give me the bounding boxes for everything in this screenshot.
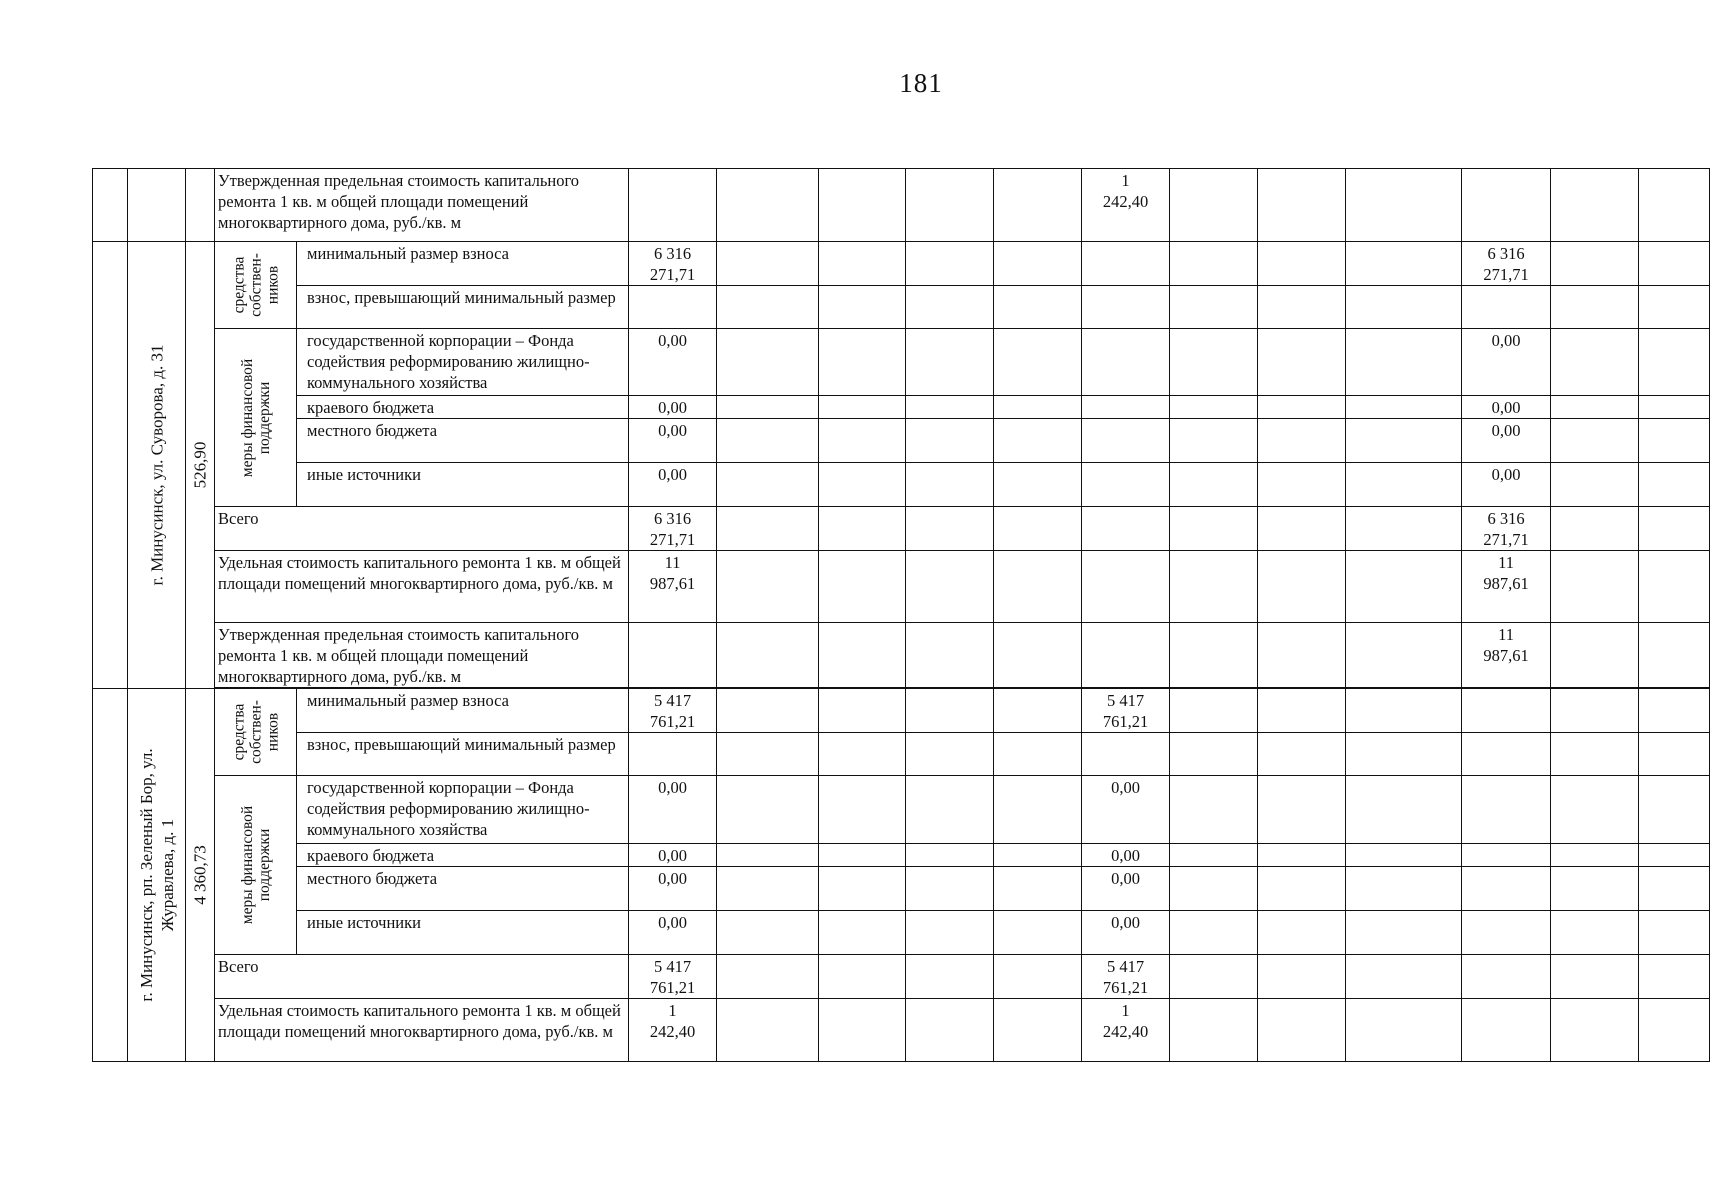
- owners-funds-group: средства собствен-ников: [215, 689, 297, 776]
- table-row: [93, 623, 1710, 688]
- table-row: [93, 169, 1710, 242]
- owners-funds-group: средства собствен-ников: [215, 242, 297, 329]
- cell-value: 5 417 761,21: [629, 689, 717, 733]
- min-fee-label: минимальный размер взноса: [297, 242, 629, 286]
- cell-value: 6 316 271,71: [629, 507, 717, 551]
- cell-value: 5 417 761,21: [1082, 689, 1170, 733]
- house-address: г. Минусинск, ул. Суворова, д. 31: [128, 242, 186, 689]
- cell-value: 0,00: [1462, 419, 1551, 463]
- cell-value: 0,00: [629, 329, 717, 396]
- table-row: [93, 551, 1710, 623]
- table-row: [93, 396, 1710, 419]
- table-row: [93, 733, 1710, 776]
- cell-value: 6 316 271,71: [1462, 242, 1551, 286]
- cell-value: 11 987,61: [1462, 551, 1551, 623]
- regional-label: краевого бюджета: [297, 844, 629, 867]
- cell-value: 0,00: [1082, 844, 1170, 867]
- fund-label: государственной корпорации – Фонда содействия реформированию жилищно-коммунального хозяйства: [297, 776, 629, 844]
- table-row: [93, 955, 1710, 999]
- house-address: г. Минусинск, рп. Зеленый Бор, ул. Журавлева, д. 1: [128, 689, 186, 1062]
- cell-value: 0,00: [629, 776, 717, 844]
- cell-value: 0,00: [629, 419, 717, 463]
- table-row: [93, 911, 1710, 955]
- total-label: Всего: [215, 507, 629, 551]
- table-row: [93, 419, 1710, 463]
- cell-value: 0,00: [629, 463, 717, 507]
- table-row: [93, 776, 1710, 844]
- table-row: [93, 867, 1710, 911]
- house-area: 526,90: [186, 242, 215, 689]
- unit-cost-label: Удельная стоимость капитального ремонта 1 кв. м общей площади помещений многоквартирного дома, руб./кв. м: [215, 551, 629, 623]
- cell-value: 1 242,40: [1082, 999, 1170, 1062]
- table-row: [93, 329, 1710, 396]
- cell-value: 5 417 761,21: [1082, 955, 1170, 999]
- cell-value: 0,00: [1462, 396, 1551, 419]
- cell-value: 6 316 271,71: [1462, 507, 1551, 551]
- over-min-fee-label: взнос, превышающий минимальный размер: [297, 286, 629, 329]
- other-label: иные источники: [297, 911, 629, 955]
- cell-value: 0,00: [1462, 329, 1551, 396]
- unit-cost-label: Удельная стоимость капитального ремонта 1 кв. м общей площади помещений многоквартирного дома, руб./кв. м: [215, 999, 629, 1062]
- table-row: [93, 507, 1710, 551]
- other-label: иные источники: [297, 463, 629, 507]
- financial-support-group: меры финансовой поддержки: [215, 329, 297, 507]
- cell-value: 0,00: [1082, 776, 1170, 844]
- cell-value: 0,00: [629, 844, 717, 867]
- cell-value: 6 316 271,71: [629, 242, 717, 286]
- table-row: [93, 286, 1710, 329]
- cell-value: 0,00: [629, 911, 717, 955]
- cell-value: 0,00: [629, 867, 717, 911]
- capital-repair-table: [92, 168, 1710, 1062]
- fund-label: государственной корпорации – Фонда содействия реформированию жилищно-коммунального хозяйства: [297, 329, 629, 396]
- total-label: Всего: [215, 955, 629, 999]
- regional-label: краевого бюджета: [297, 396, 629, 419]
- local-label: местного бюджета: [297, 867, 629, 911]
- cell-value: 0,00: [1462, 463, 1551, 507]
- local-label: местного бюджета: [297, 419, 629, 463]
- table-row: [93, 242, 1710, 286]
- cell-value: 5 417 761,21: [629, 955, 717, 999]
- approved-limit-label: Утвержденная предельная стоимость капитального ремонта 1 кв. м общей площади помещений многоквартирного дома, руб./кв. м: [215, 623, 629, 688]
- min-fee-label: минимальный размер взноса: [297, 689, 629, 733]
- table-row: [93, 463, 1710, 507]
- cell-value: 11 987,61: [629, 551, 717, 623]
- cell-value: 0,00: [629, 396, 717, 419]
- table-row: [93, 999, 1710, 1062]
- financial-support-group: меры финансовой поддержки: [215, 776, 297, 955]
- approved-limit-label: Утвержденная предельная стоимость капитального ремонта 1 кв. м общей площади помещений многоквартирного дома, руб./кв. м: [215, 169, 629, 242]
- cell-value: 0,00: [1082, 867, 1170, 911]
- table-row: [93, 844, 1710, 867]
- page-number: 181: [899, 68, 943, 98]
- cell-value: 1 242,40: [629, 999, 717, 1062]
- cell-value: 0,00: [1082, 911, 1170, 955]
- over-min-fee-label: взнос, превышающий минимальный размер: [297, 733, 629, 776]
- table-row: [93, 689, 1710, 733]
- approved-limit-value: 1 242,40: [1082, 169, 1170, 242]
- cell-value: 11 987,61: [1462, 623, 1551, 688]
- house-area: 4 360,73: [186, 689, 215, 1062]
